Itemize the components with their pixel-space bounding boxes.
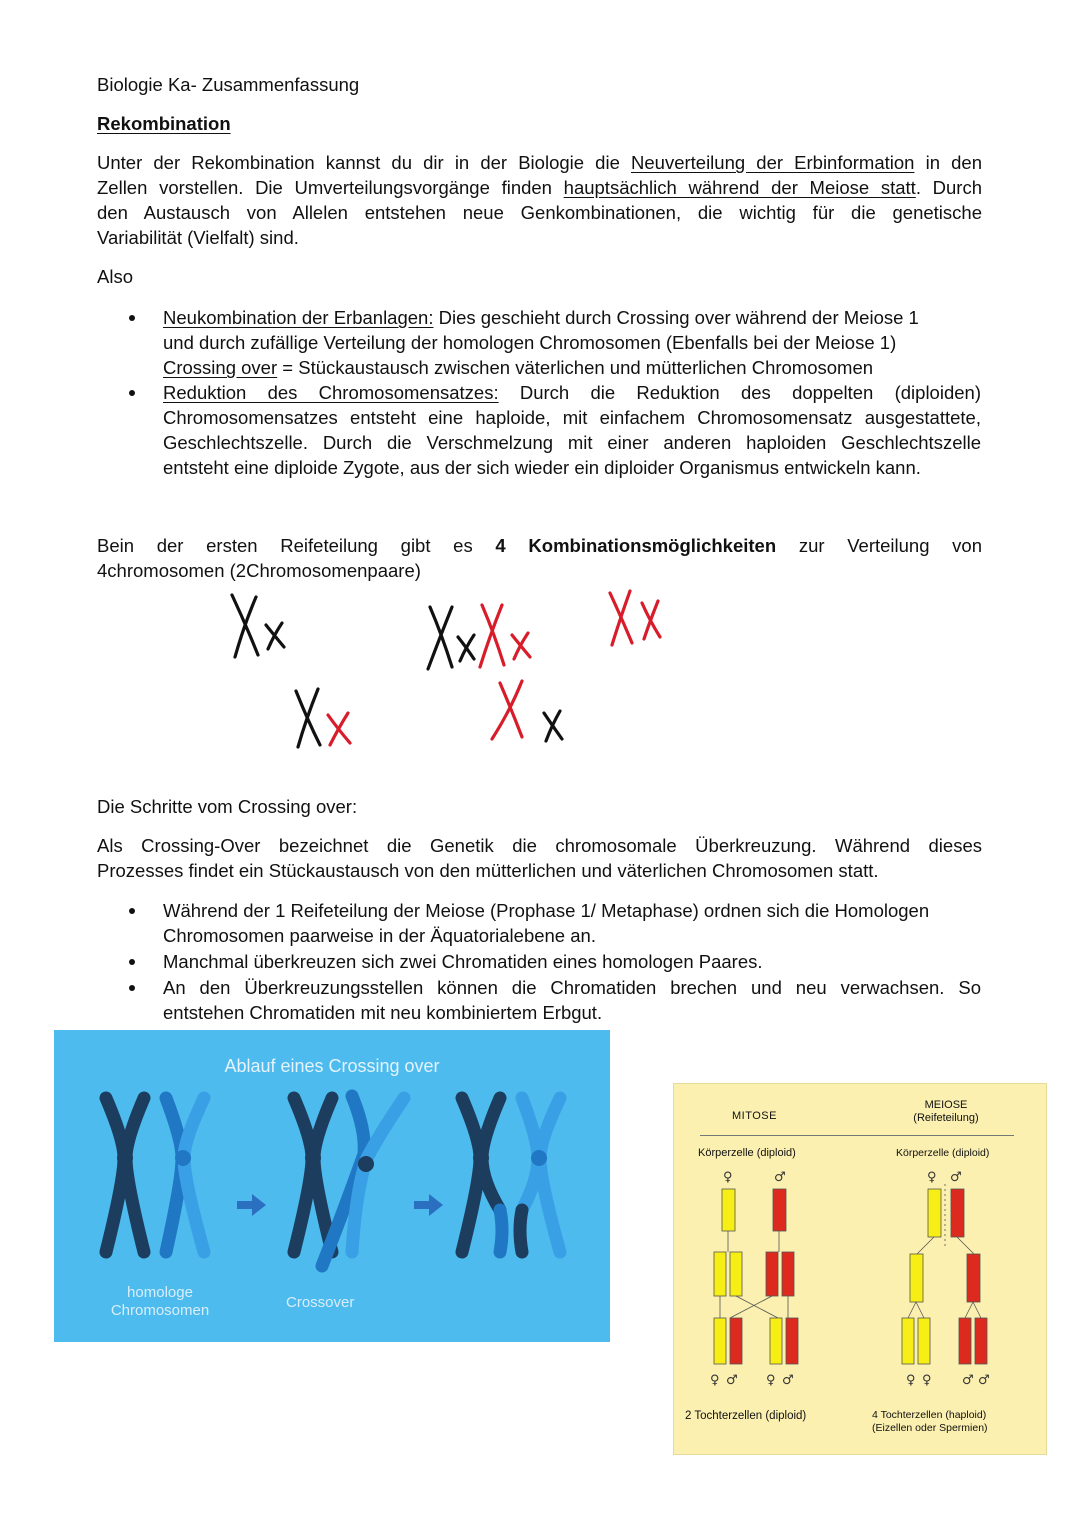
mitose-meiose-diagram (674, 1084, 1046, 1454)
male-icon: ♂ (978, 1373, 990, 1388)
link-meiose: hauptsächlich während der Meiose statt (563, 177, 916, 198)
crossing-over-figure (54, 1030, 610, 1342)
bullet-list-rekombination (163, 305, 981, 480)
male-icon: ♂ (962, 1373, 974, 1388)
intro-line-3: den Austausch von Allelen entstehen neue Genkombinationen, die wichtig für die genetische (97, 202, 982, 223)
mitose-meiose-figure (673, 1083, 1047, 1455)
chromosome-pair-crossover (294, 1096, 404, 1266)
kombination-paragraph: Bein der ersten Reifeteilung gibt es 4 Kombinationsmöglichkeiten zur Verteilung von 4chromosomen (2Chromosomenpaare) (97, 535, 983, 581)
combo-2-chromosomes (428, 605, 530, 669)
combo-3-chromosomes (610, 591, 660, 645)
step-anordnung: Während der 1 Reifeteilung der Meiose (Prophase 1/ Metaphase) ordnen sich die Homologen Chromosomen paarweise in der Äquatorialebene an. (163, 898, 981, 948)
intro-paragraph (97, 150, 982, 250)
bullet-list-crossing-steps (163, 898, 981, 1025)
link-neuverteilung: Neuverteilung der Erbinformation (631, 152, 915, 173)
koerperzelle-left: Körperzelle (diploid) (698, 1147, 796, 1159)
bullet-dot (129, 959, 135, 965)
female-icon: ♀ (927, 1170, 937, 1185)
combo-5-chromosomes (492, 681, 562, 741)
female-icon: ♀ (710, 1373, 720, 1388)
intro-line-2: Zellen vorstellen. Die Umverteilungsvorgänge finden hauptsächlich während der Meiose statt. Durch (97, 177, 982, 198)
step-ueberkreuzung: Manchmal überkreuzen sich zwei Chromatiden eines homologen Paares. (163, 949, 981, 974)
meiose-result: 4 Tochterzellen (haploid) (Eizellen oder Spermien) (872, 1409, 988, 1434)
intro-line-1: Unter der Rekombination kannst du dir in der Biologie die Neuverteilung der Erbinformation in den (97, 152, 982, 173)
female-icon: ♀ (922, 1373, 932, 1388)
male-icon: ♂ (726, 1373, 738, 1388)
chromosome-pair-homolog (106, 1098, 204, 1252)
male-icon: ♂ (782, 1373, 794, 1388)
step-bruch: An den Überkreuzungsstellen können die Chromatiden brechen und neu verwachsen. So entstehen Chromatiden mit neu kombiniertem Erbgut. (163, 975, 981, 1025)
label-crossover: Crossover (286, 1294, 355, 1311)
mitose-result: 2 Tochterzellen (diploid) (685, 1410, 807, 1422)
bullet-reduktion: Reduktion des Chromosomensatzes: Durch die Reduktion des doppelten (diploiden) Chromosomensatzes entsteht eine haploide, mit einfachem Chromosomensatz ausgestattete, Geschlechtszelle. Durch die Verschmelzung mit einer anderen haploiden Geschlechtszelle entsteht eine diploide Zygote, aus der sich wieder ein diploider Organismus entwickeln kann. (163, 380, 981, 480)
chromosome-pair-recombined (462, 1098, 560, 1252)
figure-title: Ablauf eines Crossing over (224, 1056, 440, 1076)
bullet-dot (129, 390, 135, 396)
female-icon: ♀ (766, 1373, 776, 1388)
document-title: Biologie Ka- Zusammenfassung (97, 74, 360, 95)
bullet-dot (129, 908, 135, 914)
also-label: Also (97, 266, 133, 287)
combo-1-chromosomes (232, 595, 284, 657)
label-homologe-chromosomen: homologe Chromosomen (110, 1284, 210, 1319)
male-icon: ♂ (950, 1170, 962, 1185)
koerperzelle-right: Körperzelle (diploid) (896, 1147, 990, 1159)
section-title: Rekombination (97, 113, 231, 134)
male-icon: ♂ (774, 1170, 786, 1185)
crossing-paragraph: Als Crossing-Over bezeichnet die Genetik die chromosomale Überkreuzung. Während dieses Prozesses findet ein Stückaustausch von den mütterlichen und väterlichen Chromosomen statt. (97, 835, 982, 881)
meiose-heading: MEIOSE (Reifeteilung) (913, 1099, 979, 1124)
intro-line-4: Variabilität (Vielfalt) sind. (97, 227, 299, 248)
handwritten-combinations-sketch (200, 585, 700, 760)
crossing-heading: Die Schritte vom Crossing over: (97, 796, 358, 817)
bullet-dot (129, 315, 135, 321)
mitose-heading: MITOSE (732, 1110, 777, 1122)
female-icon: ♀ (723, 1170, 733, 1185)
bullet-neukombination: Neukombination der Erbanlagen: Dies geschieht durch Crossing over während der Meiose 1 und durch zufällige Verteilung der homologen Chromosomen (Ebenfalls bei der Meiose 1) Crossing over = Stückaustausch zwischen väterlichen und mütterlichen Chromosomen (163, 305, 981, 380)
combo-4-chromosomes (296, 689, 350, 747)
bullet-dot (129, 985, 135, 991)
female-icon: ♀ (906, 1373, 916, 1388)
